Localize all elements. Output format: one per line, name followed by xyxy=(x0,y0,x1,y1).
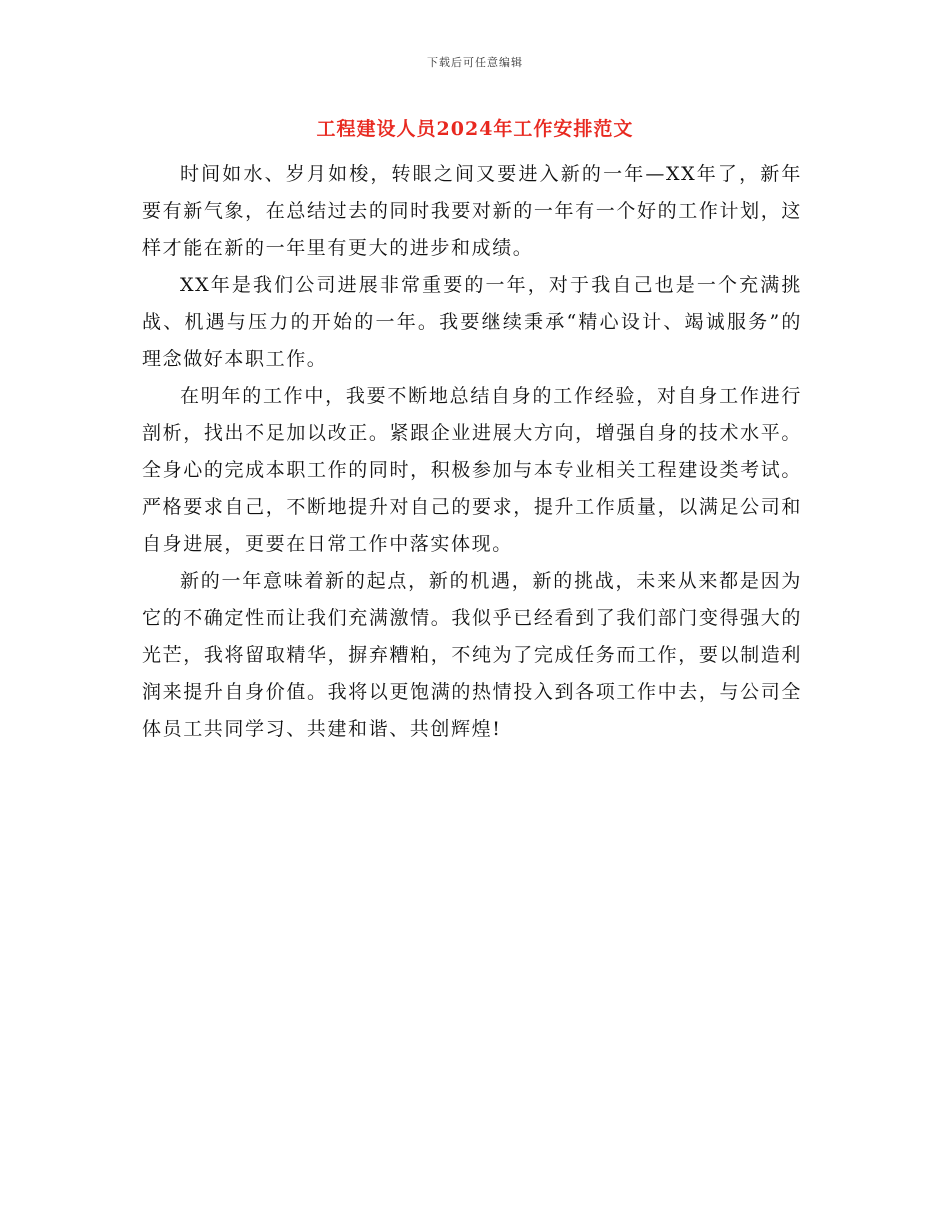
document-title: 工程建设人员2024年工作安排范文 xyxy=(316,118,634,140)
paragraph: 新的一年意味着新的起点，新的机遇，新的挑战，未来从来都是因为它的不确定性而让我们充满激情。我似乎已经看到了我们部门变得强大的光芒，我将留取精华，摒弃糟粕，不纯为了完成任务而工作，要以制造利润来提升自身价值。我将以更饱满的热情投入到各项工作中去，与公司全体员工共同学习、共建和谐、共创辉煌! xyxy=(142,570,802,740)
header-note: 下载后可任意编辑 xyxy=(427,56,523,69)
document-body xyxy=(142,156,802,748)
paragraph: XX年是我们公司进展非常重要的一年，对于我自己也是一个充满挑战、机遇与压力的开始的一年。我要继续秉承“精心设计、竭诚服务”的理念做好本职工作。 xyxy=(142,274,802,370)
paragraph: 在明年的工作中，我要不断地总结自身的工作经验，对自身工作进行剖析，找出不足加以改正。紧跟企业进展大方向，增强自身的技术水平。全身心的完成本职工作的同时，积极参加与本专业相关工程建设类考试。严格要求自己，不断地提升对自己的要求，提升工作质量，以满足公司和自身进展，更要在日常工作中落实体现。 xyxy=(142,385,802,555)
paragraph: 时间如水、岁月如梭，转眼之间又要进入新的一年—XX年了，新年要有新气象，在总结过去的同时我要对新的一年有一个好的工作计划，这样才能在新的一年里有更大的进步和成绩。 xyxy=(142,163,802,259)
